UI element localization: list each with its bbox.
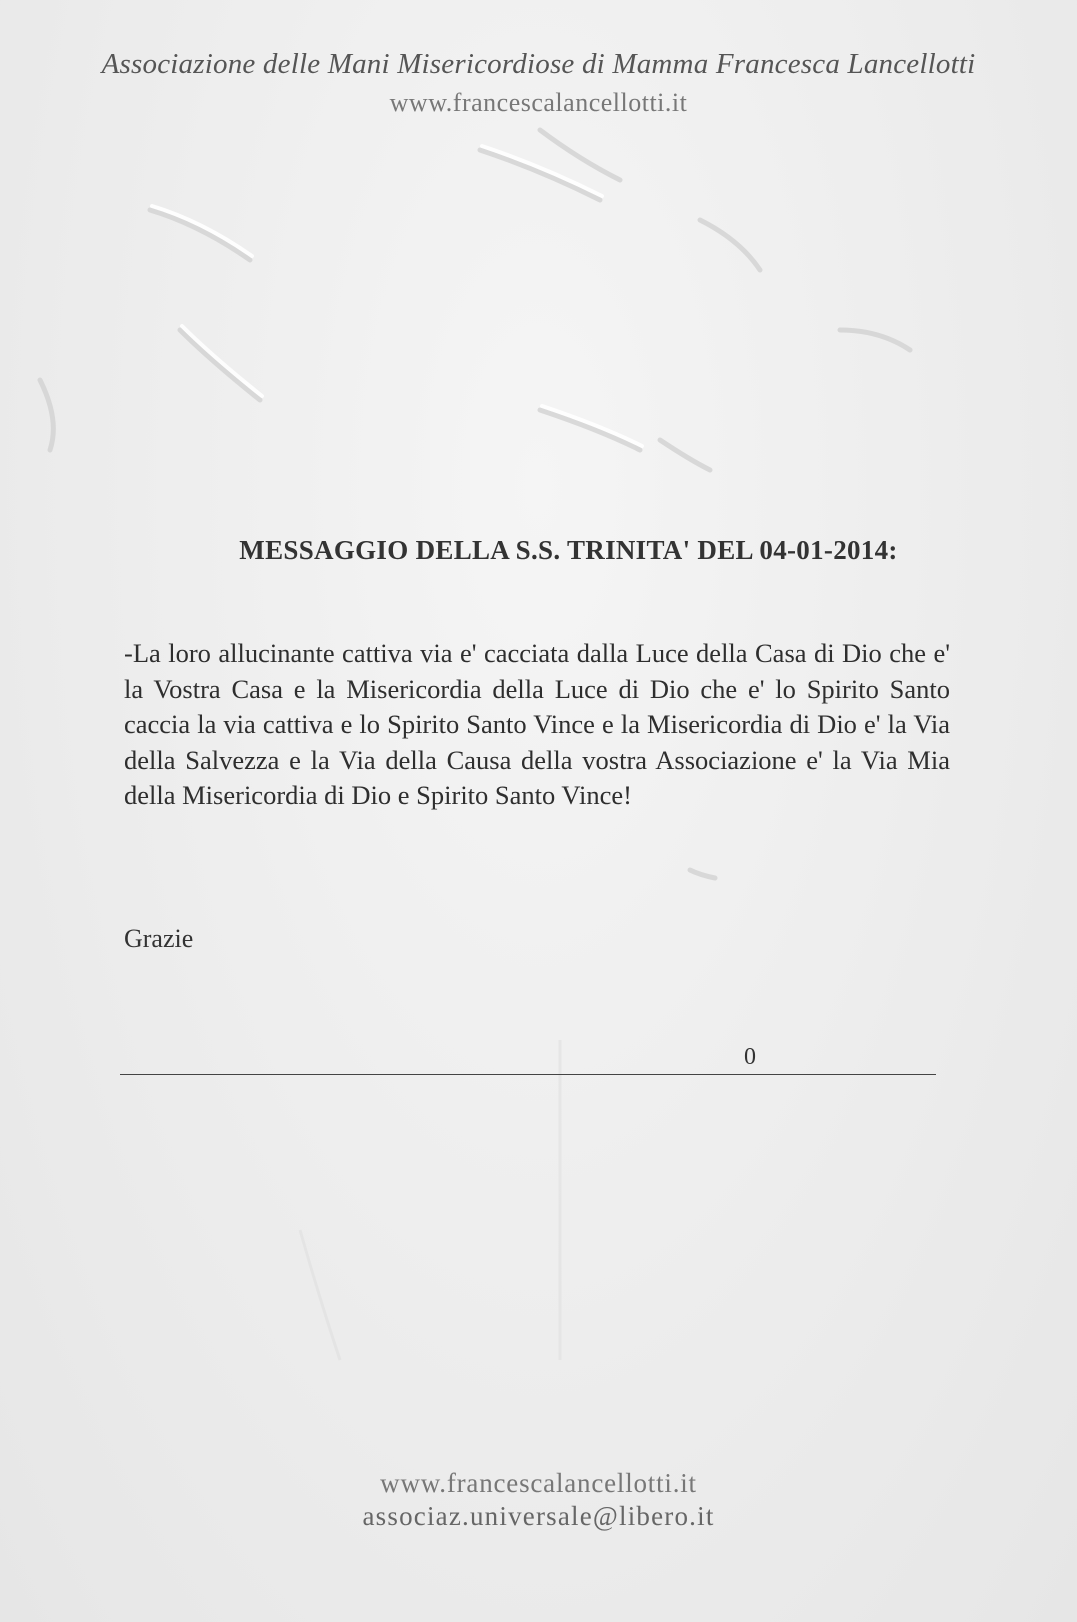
- message-title: MESSAGGIO DELLA S.S. TRINITA' DEL 04-01-2014:: [239, 535, 898, 565]
- message-body: -La loro allucinante cattiva via e' cacciata dalla Luce della Casa di Dio che e' la Vostra Casa e la Misericordia della Luce di Dio che e' lo Spirito Santo caccia la via cattiva e lo Spirito Santo Vince e la Misericordia di Dio e' la Via della Salvezza e la Via della Causa della vostra Associazione e' la Via Mia della Misericordia di Dio e Spirito Santo Vince!: [124, 638, 950, 810]
- organization-name: Associazione delle Mani Misericordiose di Mamma Francesca Lancellotti: [101, 48, 976, 80]
- closing-text: Grazie: [124, 924, 194, 953]
- footer-email: associaz.universale@libero.it: [362, 1501, 715, 1531]
- signature-line: [120, 1074, 936, 1075]
- footer-website: www.francescalancellotti.it: [380, 1468, 697, 1498]
- signature-mark: 0: [744, 1044, 756, 1070]
- header-website: www.francescalancellotti.it: [389, 88, 688, 117]
